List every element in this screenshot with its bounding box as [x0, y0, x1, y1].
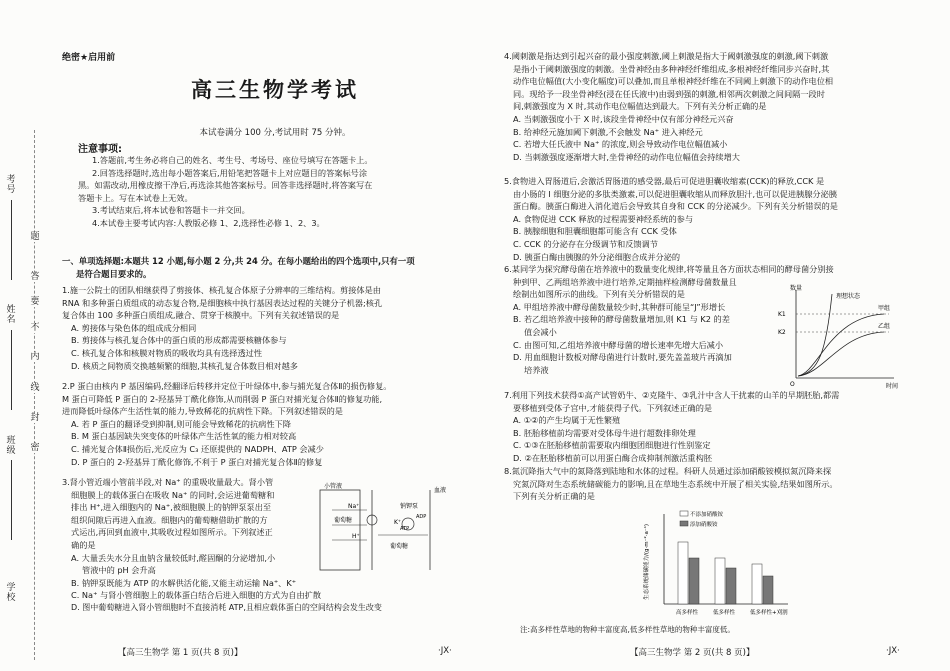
label-kaohao: 考号 — [6, 175, 16, 195]
seal-char: 内 — [30, 352, 40, 362]
bar-1-2 — [763, 576, 773, 604]
k2-label: K2 — [778, 329, 786, 336]
seal-char: 封 — [30, 413, 40, 423]
bar-0-2 — [752, 564, 762, 604]
label-na: Na⁺ — [348, 503, 360, 510]
label-atp: ATP — [400, 526, 410, 532]
footer-right: 【高三生物学 第 2 页(共 8 页)】 — [630, 648, 755, 658]
ideal-curve — [798, 294, 832, 376]
seal-char: 要 — [30, 297, 40, 307]
label-k: K⁺ — [394, 519, 402, 526]
label-banji: 班级 — [6, 436, 16, 456]
label-lumen: 小管液 — [324, 483, 343, 490]
carbon-storage-chart — [640, 508, 790, 626]
question-3: 3.肾小管近端小管前半段,对 Na⁺ 的重吸收量最大。肾小管 细胞膜上的载体蛋白在吸收 Na⁺ 的同时,会运进葡萄糖和 排出 H⁺,进入细胞内的 Na⁺,被细胞膜上的钠钾泵泵出至 组织间隙后再进入血液。细胞内的葡萄糖借助扩散的方 式运出,再回到血液中,其吸收过程如图所示。下列叙述正 确的是 A. 大量丢失水分且血钠含量较低时,醛固酮的分泌增加,小 管液中的 pH 会升高 B. 钠钾泵既能为 ATP 的水解供活化能,又能主动运输 Na⁺、K⁺ C. Na⁺ 与肾小管细胞上的载体蛋白结合后进入细胞的方式为自由扩散 D. 图中葡萄糖进入肾小管细胞时不直接消耗 ATP,且相应载体蛋白的空间结构会发生改变 — [62, 477, 382, 612]
yeast-growth-chart — [774, 282, 904, 392]
label-h: H⁺ — [352, 533, 360, 540]
seal-char: 密 — [30, 443, 40, 453]
footer-left-tag: ·JX· — [438, 646, 452, 656]
label-pump: 钠钾泵 — [400, 503, 419, 510]
seal-char: 题 — [30, 232, 40, 242]
binding-strip — [0, 0, 58, 671]
y-axis-label: 数量 — [790, 285, 803, 292]
bar-1-1 — [726, 568, 736, 604]
seal-line — [34, 130, 35, 660]
question-8: 8.氮沉降指大气中的氮降落到陆地和水体的过程。科研人员通过添加硝酸铵模拟氮沉降来探 究氮沉降对生态系统储碳能力的影响,且在草地生态系统中开展了相关实验,结果如图所示。 下列有关分析正确的是 — [504, 466, 838, 502]
label-xingming: 姓名 — [6, 305, 16, 325]
label-glucose-2: 葡萄糖 — [390, 543, 409, 550]
page-title: 高三生物学考试 — [191, 77, 359, 102]
bar-0-0 — [678, 542, 688, 604]
footer-left: 【高三生物学 第 1 页(共 8 页)】 — [118, 648, 243, 658]
seal-char: 线 — [30, 383, 40, 393]
secret-tag: 绝密★启用前 — [62, 53, 116, 63]
label-blood: 血液 — [434, 487, 447, 494]
jia-curve — [798, 314, 884, 376]
chart-ylabel: 生态系统储碳能力/(g·m⁻²·a⁻¹) — [644, 523, 650, 600]
category-label: 高多样性 — [676, 610, 699, 616]
question-6: 6.某同学为探究酵母菌在培养液中的数量变化规律,将等量且各方面状态相同的酵母菌分别接 种到甲、乙两组培养液中进行培养,定期抽样检测酵母菌数量且 绘制出如图所示的曲线。下列有关分析错误的是 A. 甲组培养液中酵母菌数量较少时,其种群可能呈“J”形增长 B. 若乙组培养液中接种的酵母菌数量增加,则 K1 与 K2 的差 值会减小 C. 由图可知,乙组培养液中酵母菌的增长速率先增大后减小 D. 用血细胞计数板对酵母菌进行计数时,要先盖盖玻片再滴加 培养液 — [504, 264, 834, 375]
label-glucose: 葡萄糖 — [334, 517, 353, 524]
jia-label: 甲组 — [878, 305, 891, 312]
question-7: 7.利用下列技术获得①高产试管奶牛、②克隆牛、③乳汁中含人干扰素的山羊的早期胚胎,都需 要移植到受体子宫中,才能获得子代。下列叙述正确的是 A. ①②的产生均属于无性繁殖 B. 胚胎移植前均需要对受体母牛进行超数排卵处理 C. ①③在胚胎移植前需要取内细胞团细胞进行性别鉴定 D. ②在胚胎移植前可以用蛋白酶合成抑制剂激活重构胚 — [504, 390, 840, 463]
legend-swatch-1 — [680, 521, 688, 526]
notice-heading: 注意事项: — [78, 144, 122, 155]
label-xuexiao: 学校 — [6, 583, 16, 603]
kidney-tubule-figure — [312, 480, 447, 575]
yi-label: 乙组 — [878, 323, 891, 330]
seal-char: 不 — [30, 323, 40, 333]
legend-swatch-0 — [680, 511, 688, 516]
x-axis-label: 时间 — [886, 383, 899, 390]
label-adp: ADP — [416, 514, 427, 520]
section-heading: 一、单项选择题:本题共 12 小题,每小题 2 分,共 24 分。在每小题给出的四个选项中,只有一项 是符合题目要求的。 — [62, 256, 415, 279]
footer-right-tag: ·JX· — [886, 646, 900, 656]
seal-char: 答 — [30, 272, 40, 282]
ideal-label: 理想状态 — [836, 293, 861, 300]
legend-label-0: 不添加硝酸铵 — [690, 512, 724, 518]
bar-0-1 — [715, 558, 725, 604]
exam-info: 本试卷满分 100 分,考试用时 75 分钟。 — [199, 128, 351, 138]
question-5: 5.食物进入胃肠道后,会激活胃肠道的感受器,最后可促进胆囊收缩素(CCK)的释放,CCK 是 由小肠的 I 细胞分泌的多肽类激素,可以促进胆囊收缩从而释放胆汁,也可以促进胰腺分泌胰 蛋白酶。胰蛋白酶进入消化道后会导致其自身和 CCK 的分泌减少。下列有关分析错误的是 A. 食物促进 CCK 释放的过程需要神经系统的参与 B. 胰腺细胞和胆囊细胞都可能含有 CCK 受体 C. CCK 的分泌存在分级调节和反馈调节 D. 胰蛋白酶由胰腺的外分泌细胞合成并分泌的 — [504, 176, 838, 262]
notice-block: 1.答题前,考生务必将自己的姓名、考生号、考场号、座位号填写在答题卡上。 2.回答选择题时,选出每小题答案后,用铅笔把答题卡上对应题目的答案标号涂 黑。如需改动,用橡皮擦干净后,再选涂其他答案标号。回答非选择题时,将答案写在 答题卡上。写在本试卷上无效。 3.考试结束后,将本试卷和答题卡一并交回。 4.本试卷主要考试内容:人教版必修 1、2,选择性必修 1、2、3。 — [78, 155, 373, 228]
category-label: 低多样性+刈割 — [750, 610, 788, 616]
bar-1-0 — [689, 558, 699, 604]
question-1: 1.施一公院士的团队相继获得了剪接体、核孔复合体原子分辨率的三维结构。剪接体是由 RNA 和多种蛋白质组成的动态复合物,是细胞核中执行基因表达过程的关键分子机器;核孔 复合体由 100 多种蛋白质组成,融合、贯穿于核膜中。下列有关叙述错误的是 A. 剪接体与染色体的组成成分相同 B. 剪接体与核孔复合体中的蛋白质的形成都需要核糖体参与 C. 核孔复合体和核膜对物质的吸收均具有选择透过性 D. 核质之间物质交换越频繁的细胞,其核孔复合体数目相对越多 — [62, 285, 383, 371]
q8-note: 注:高多样性草地的物种丰富度高,低多样性草地的物种丰富度低。 — [520, 625, 735, 634]
k1-label: K1 — [778, 311, 786, 318]
legend-label-1: 添加硝酸铵 — [690, 522, 718, 528]
question-4: 4.阈刺激是指达到引起兴奋的最小强度刺激,阈上刺激是指大于阈刺激强度的刺激,阈下刺激 是指小于阈刺激强度的刺激。坐骨神经由多种神经纤维组成,多根神经纤维同步兴奋时,其 动作电位幅值(大小变化幅度)可以叠加,而且单根神经纤维在不同阈上刺激下的动作电位相 同。现给予一段坐骨神经(浸在任氏液中)由弱到强的刺激,相邻两次刺激之间间隔一段时 间,刺激强度为 X 时,其动作电位幅值达到最大。下列有关分析正确的是 A. 当刺激强度小于 X 时,该段坐骨神经中仅有部分神经元兴奋 B. 给神经元施加阈下刺激,不会触发 Na⁺ 进入神经元 C. 若增大任氏液中 Na⁺ 的浓度,则会导致动作电位幅值减小 D. 当刺激强度逐渐增大时,坐骨神经的动作电位幅值会持续增大 — [504, 51, 834, 162]
question-2: 2.P 蛋白由核内 P 基因编码,经翻译后转移并定位于叶绿体中,参与捕光复合体Ⅱ的损伤修复。 M 蛋白可降低 P 蛋白的 2-羟基异丁酰化修饰,从而削弱 P 蛋白对捕光复合体Ⅱ的修复功能, 进而降低叶绿体产生活性氧的能力,导致稀花的抗病性下降。下列叙述错误的是 A. 若 P 蛋白的翻译受到抑制,则可能会导致稀花的抗病性下降 B. M 蛋白基因缺失突变体的叶绿体产生活性氧的能力相对较高 C. 捕光复合体Ⅱ损伤后,光反应为 C₃ 还原提供的 NADPH、ATP 会减少 D. P 蛋白的 2-羟基异丁酰化修饰,不利于 P 蛋白对捕光复合体Ⅱ的修复 — [62, 381, 392, 467]
category-label: 低多样性 — [713, 610, 736, 616]
origin-label: O — [790, 381, 795, 388]
